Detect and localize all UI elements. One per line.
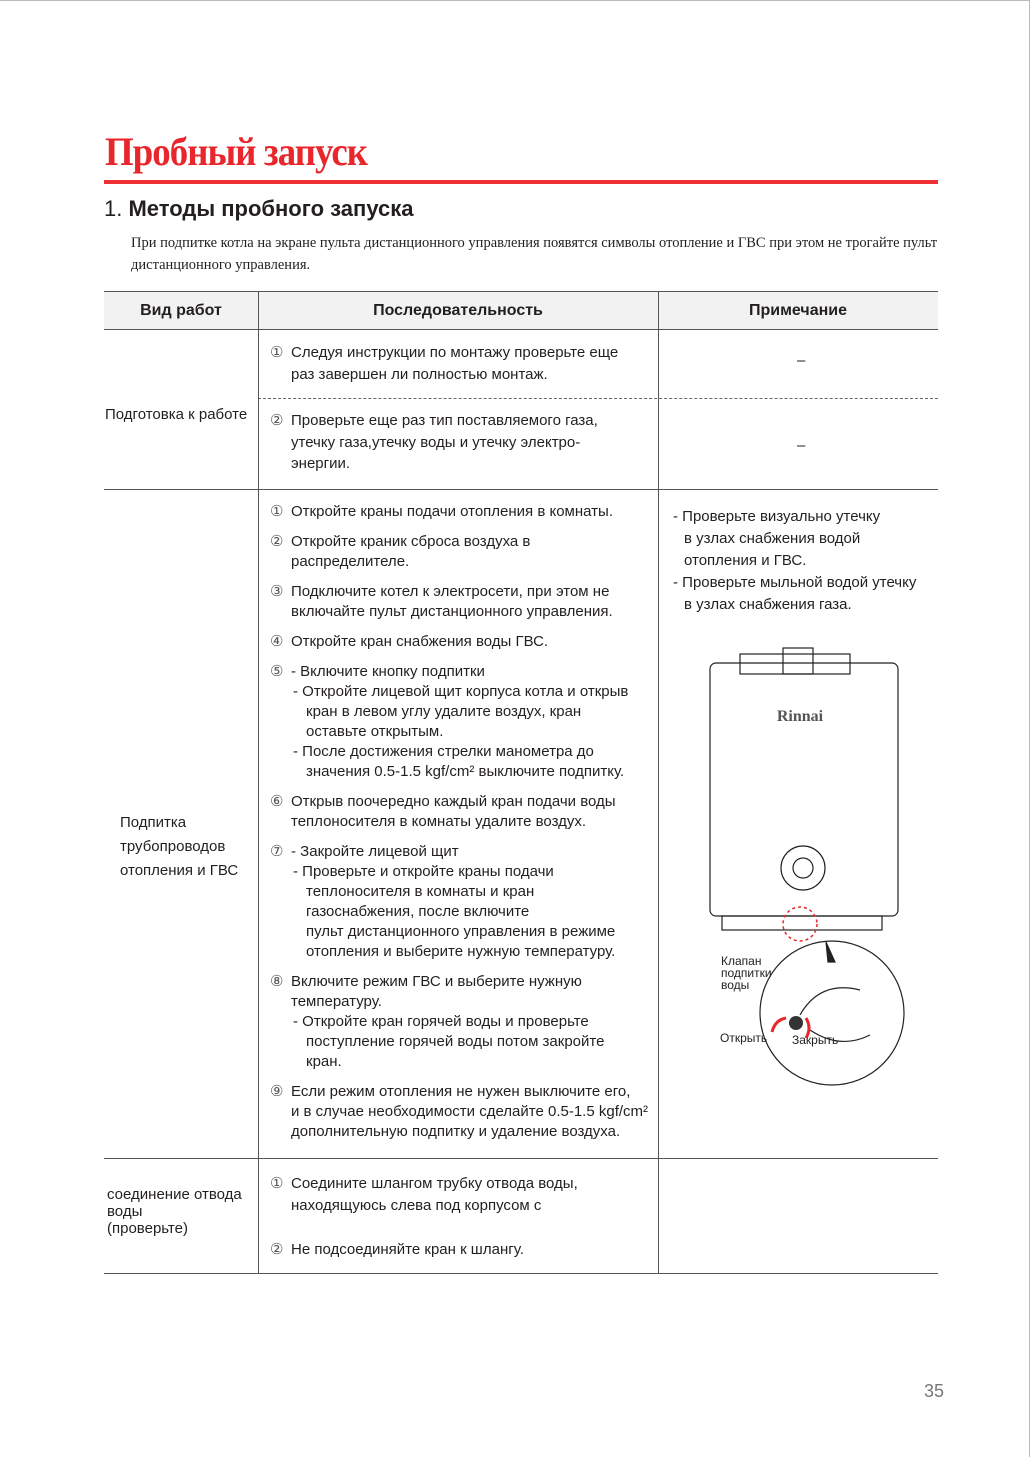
sequence-item [270, 792, 616, 832]
sequence-item [270, 632, 548, 652]
item-number: ⑦ [270, 843, 284, 860]
note-line: в узлах снабжения газа. [684, 596, 852, 613]
item-line: Откройте краны подачи отопления в комнаты. [291, 503, 613, 520]
sequence-item [270, 1239, 524, 1261]
table-rule [104, 329, 938, 330]
item-line: дополнительную подпитку и удаление воздуха. [291, 1123, 621, 1140]
item-line: Подключите котел к электросети, при этом не [291, 583, 610, 600]
item-line: теплоносителя в комнаты удалите воздух. [291, 813, 587, 830]
section-number: 1. [104, 196, 123, 221]
note-empty: – [797, 352, 806, 369]
header-note: Примечание [748, 302, 848, 319]
header-sequence: Последовательность [373, 302, 543, 319]
boiler-illustration [700, 640, 920, 1120]
item-number: ② [270, 533, 284, 550]
item-line: Открыв поочередно каждый кран подачи воды [291, 793, 616, 810]
item-line: находящуюсь слева под корпусом с [291, 1197, 542, 1214]
note-line: - Проверьте мыльной водой утечку [673, 574, 917, 591]
item-number: ⑨ [270, 1083, 284, 1100]
title-underline [104, 180, 938, 184]
work-type-line: воды [107, 1203, 143, 1220]
work-type-filling [120, 811, 238, 883]
item-line: - После достижения стрелки манометра до [293, 743, 594, 760]
item-line: включайте пульт дистанционного управления. [291, 603, 613, 620]
work-type-preparation: Подготовка к работе [105, 406, 248, 423]
column-divider [258, 292, 259, 1273]
item-number: ① [270, 1175, 284, 1192]
item-line: Откройте кран снабжения воды ГВС. [291, 633, 549, 650]
item-line: температуру. [291, 993, 382, 1010]
sequence-item [270, 1082, 648, 1142]
item-line: раз завершен ли полностью монтаж. [291, 365, 548, 383]
item-line: - Откройте кран горячей воды и проверьте [293, 1013, 589, 1030]
sequence-item [270, 1173, 578, 1217]
header-work-type: Вид работ [140, 302, 222, 319]
sequence-item [270, 842, 615, 962]
dashed-divider [258, 398, 938, 399]
valve-label: Клапан [721, 954, 762, 968]
item-line: Следуя инструкции по монтажу проверьте еще [291, 344, 619, 361]
item-line: значения 0.5-1.5 kgf/cm² выключите подпитку. [306, 763, 625, 780]
note-empty: – [797, 437, 806, 454]
work-type-drain [107, 1186, 242, 1237]
item-number: ① [270, 503, 284, 520]
brand-logo: Rinnai [776, 708, 824, 725]
note-line: - Проверьте визуально утечку [673, 508, 881, 525]
work-type-line: соединение отвода [107, 1186, 242, 1203]
item-line: - Закройте лицевой щит [291, 843, 459, 860]
item-line: теплоносителя в комнаты и кран [306, 883, 535, 900]
item-number: ③ [270, 583, 284, 600]
item-line: пульт дистанционного управления в режиме [306, 923, 616, 940]
item-number: ① [270, 344, 284, 361]
item-number: ⑧ [270, 973, 284, 990]
item-line: утечку газа,утечку воды и утечку электро- [291, 433, 581, 451]
column-divider [658, 292, 659, 1273]
item-line: кран в левом углу удалите воздух, кран [306, 703, 582, 720]
intro-paragraph: При подпитке котла на экране пульта дистанционного управления появятся символы отопление и ГВС при этом не трогайте пульт дистанционного управления. [131, 235, 938, 273]
item-line: - Включите кнопку подпитки [291, 663, 485, 680]
page-border-right [1029, 0, 1030, 1457]
item-number: ② [270, 1241, 284, 1258]
page-number: 35 [924, 1381, 945, 1401]
item-line: поступление горячей воды потом закройте [306, 1033, 605, 1050]
page-title: Пробный запуск [105, 129, 368, 174]
table-rule [104, 489, 938, 490]
item-line: распределителе. [291, 553, 410, 570]
note-line: отопления и ГВС. [684, 552, 807, 569]
item-number: ② [270, 412, 284, 429]
item-number: ⑥ [270, 793, 284, 810]
item-line: энергии. [291, 455, 351, 472]
table-rule [104, 291, 938, 292]
item-line: оставьте открытым. [306, 723, 444, 740]
item-line: газоснабжения, после включите [306, 903, 530, 920]
sequence-item [270, 410, 598, 475]
sequence-item [270, 502, 613, 522]
page-border-top [0, 0, 1030, 1]
note-line: в узлах снабжения водой [684, 530, 861, 547]
section-title: Методы пробного запуска [128, 196, 414, 221]
sequence-item [270, 342, 618, 385]
valve-label: подпитки [721, 966, 772, 980]
item-line: кран. [306, 1053, 342, 1070]
work-type-line: Подпитка [120, 814, 187, 831]
item-line: Откройте краник сброса воздуха в [291, 533, 531, 550]
item-line: отопления и выберите нужную температуру. [306, 943, 616, 960]
item-number: ⑤ [270, 663, 284, 680]
item-line: - Откройте лицевой щит корпуса котла и открыв [293, 683, 629, 700]
section-heading [104, 196, 414, 222]
work-type-line: (проверьте) [107, 1220, 188, 1237]
close-label: Закрыть [792, 1033, 839, 1047]
item-line: Если режим отопления не нужен выключите его, [291, 1083, 631, 1100]
table-rule [104, 1273, 938, 1274]
valve-label: воды [721, 978, 750, 992]
item-line: Включите режим ГВС и выберите нужную [291, 973, 582, 990]
sequence-item [270, 662, 628, 782]
item-line: Проверьте еще раз тип поставляемого газа, [291, 412, 598, 429]
table-rule [104, 1158, 938, 1159]
note-list [673, 506, 916, 616]
item-line: Не подсоединяйте кран к шлангу. [291, 1241, 524, 1258]
work-type-line: трубопроводов [120, 838, 226, 855]
item-line: и в случае необходимости сделайте 0.5-1.5 kgf/cm² [291, 1103, 649, 1120]
sequence-item [270, 532, 530, 572]
item-line: Соедините шлангом трубку отвода воды, [291, 1175, 578, 1192]
sequence-item [270, 972, 604, 1072]
item-line: - Проверьте и откройте краны подачи [293, 863, 554, 880]
open-label: Открыть [720, 1031, 768, 1045]
sequence-item [270, 582, 613, 622]
work-type-line: отопления и ГВС [120, 862, 239, 879]
item-number: ④ [270, 633, 284, 650]
